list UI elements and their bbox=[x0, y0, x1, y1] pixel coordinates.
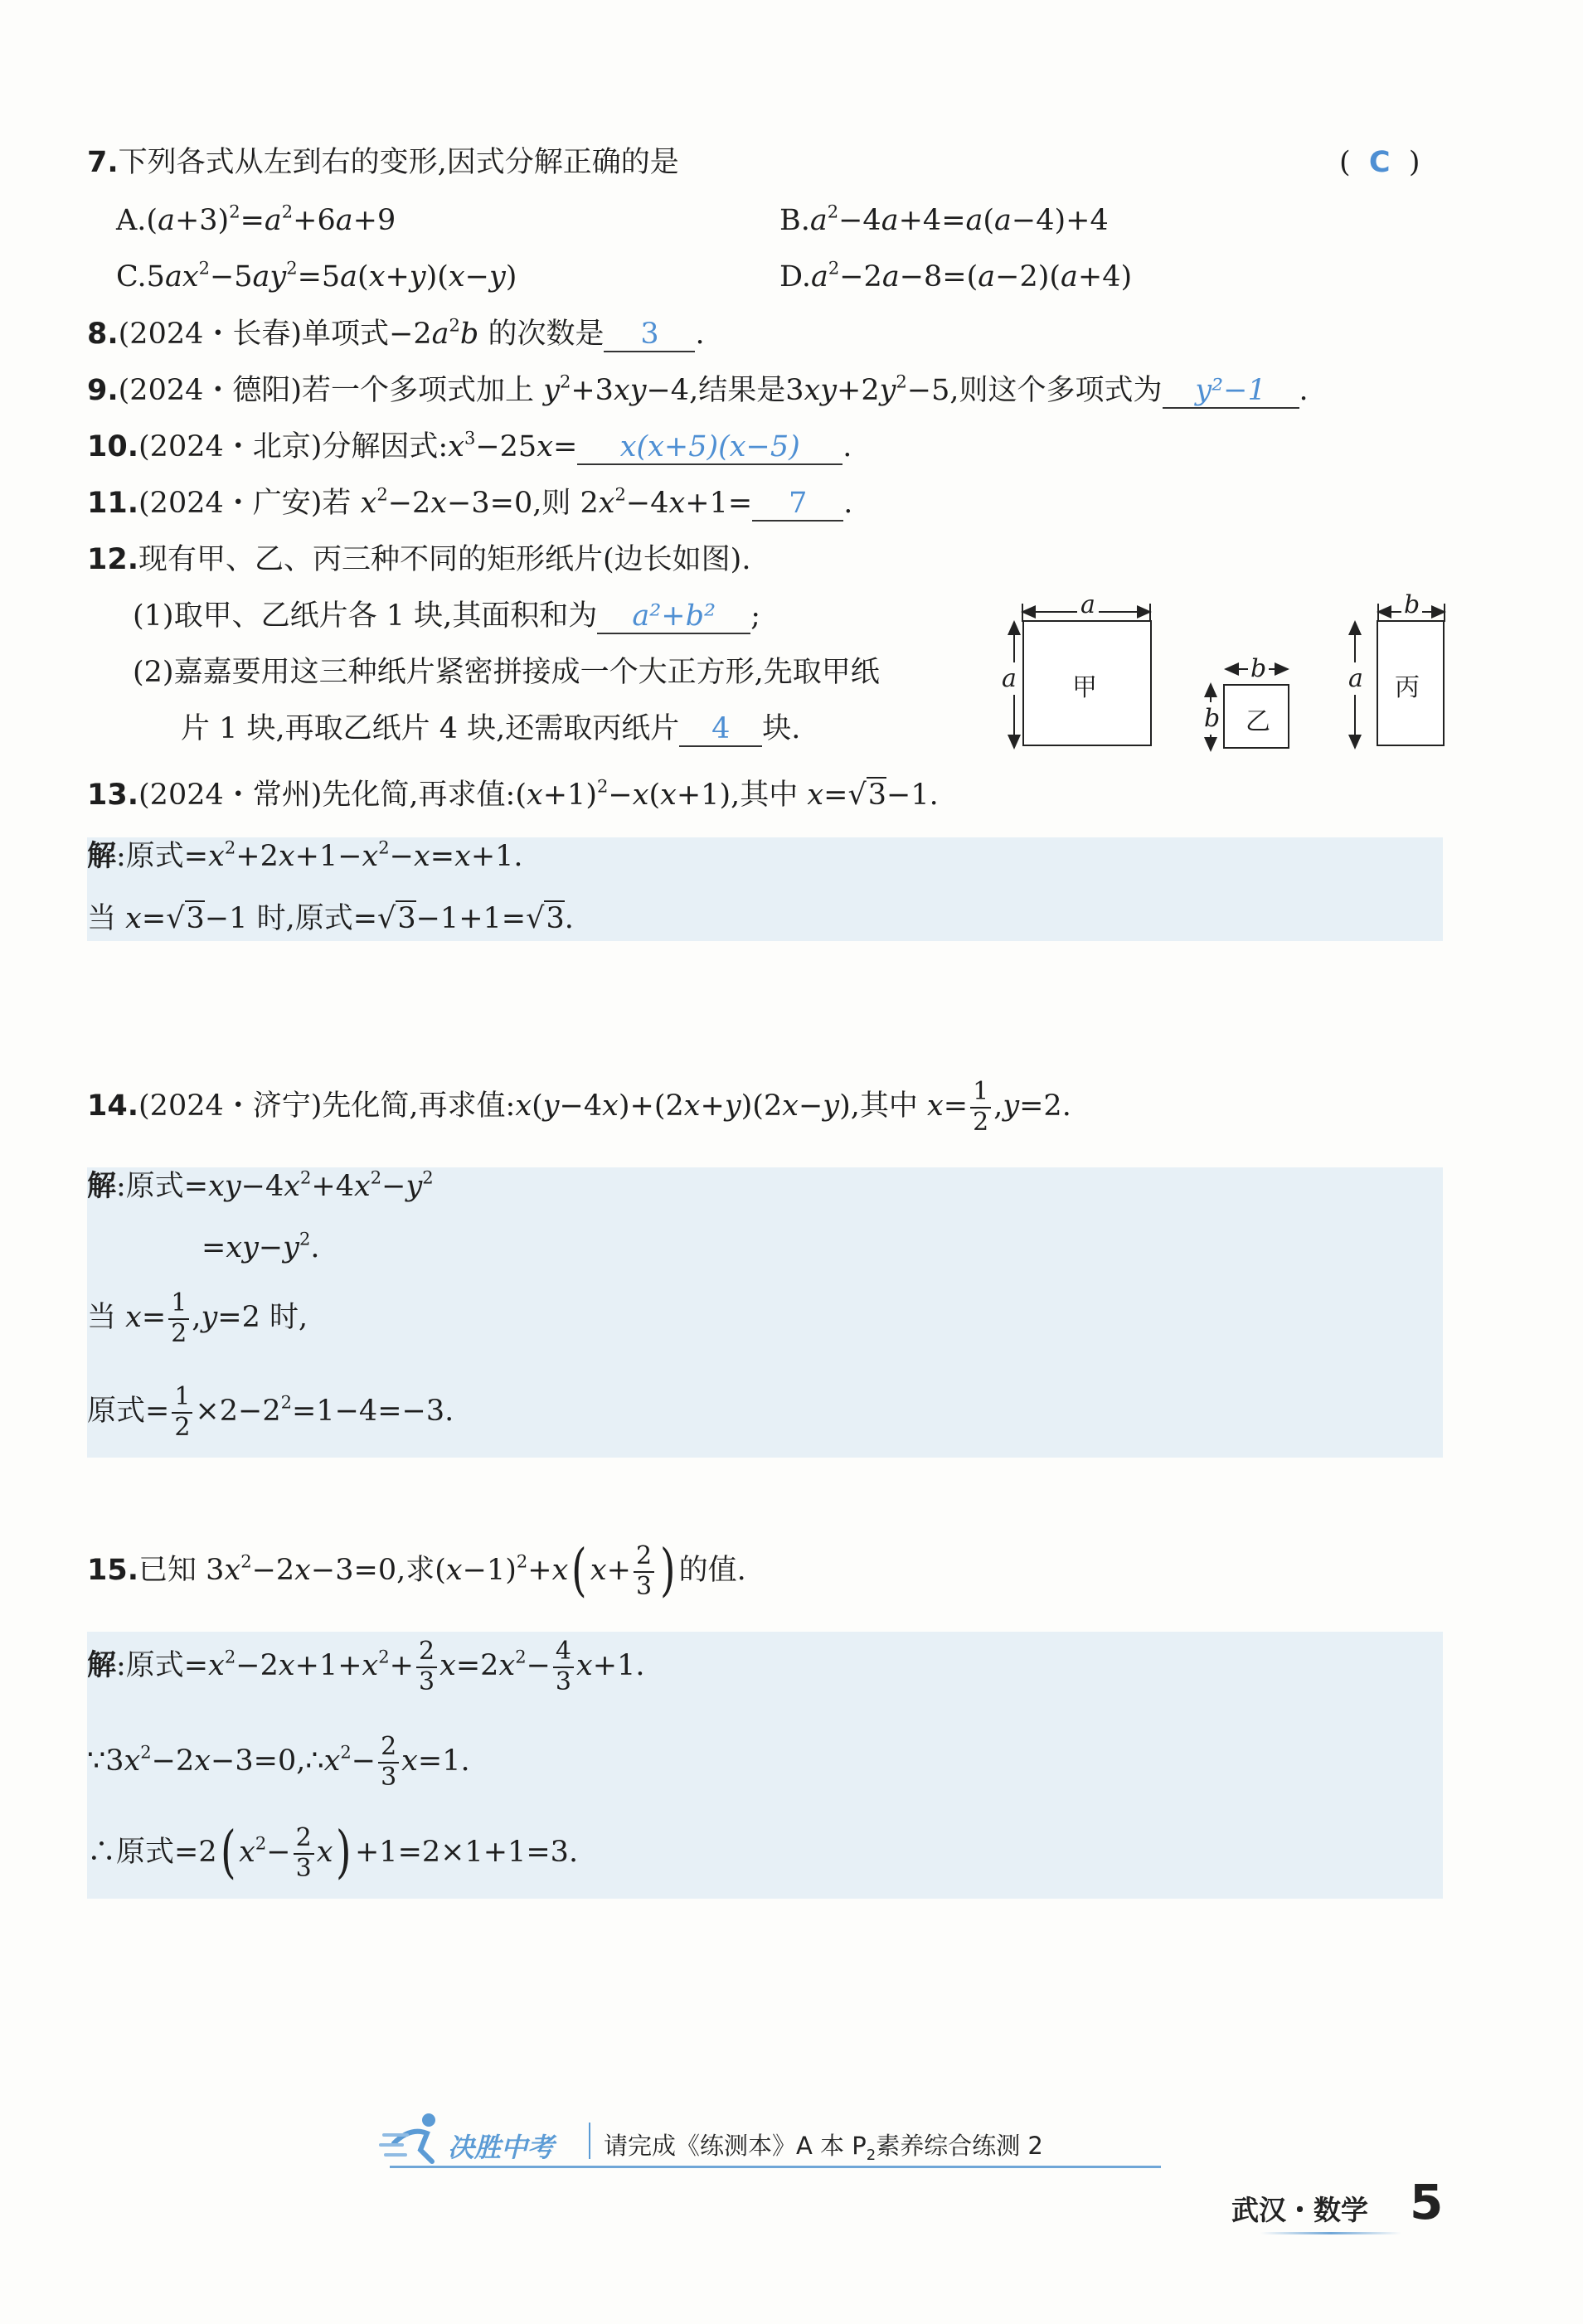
paper-jia-label: 甲 bbox=[1072, 673, 1097, 702]
q12-part2-answer-blank: 4 bbox=[679, 713, 762, 747]
q7-option-a: $A.(a+3)^2=a^2+6a+9$ bbox=[116, 201, 396, 237]
q7-option-c: $C.5ax^2-5ay^2=5a(x+y)(x-y)$ bbox=[116, 258, 517, 294]
q14-solution-line3: 当 x= $\frac{1}{2}$ ,y=2 时, bbox=[87, 1288, 308, 1348]
bing-side-top: b bbox=[1401, 590, 1422, 619]
q13-solution-line2: 当 x=√3−1 时,原式=√3−1+1=√3. bbox=[87, 902, 574, 935]
paper-bing-label: 丙 bbox=[1395, 673, 1420, 702]
q12-part2-line1: (2)嘉嘉要用这三种纸片紧密拼接成一个大正方形,先取甲纸 bbox=[133, 656, 880, 689]
q14-solution-line2: $=xy-y^2$. bbox=[202, 1229, 320, 1264]
footer-subject-underline bbox=[1260, 2232, 1401, 2234]
runner-logo-icon bbox=[377, 2110, 452, 2168]
q9: 9.(2024・德阳)若一个多项式加上 $y^2+3xy-4$,结果是$3xy+2y^2-5$,则这个多项式为 y²−1 . bbox=[87, 371, 1309, 407]
q8-answer-blank: 3 bbox=[604, 318, 695, 352]
q10: 10.(2024・北京)分解因式$:x^3-25x= x(x+5)(x-5)$ . bbox=[87, 428, 852, 463]
footer-logo-text: 决胜中考 bbox=[448, 2132, 555, 2163]
q14-stem: 14.(2024・济宁)先化简,再求值:x(y−4x)+(2x+y)(2x−y),其中 x= $\frac{1}{2}$ ,y=2. bbox=[87, 1077, 1071, 1137]
footer-divider bbox=[589, 2123, 590, 2159]
footer-subject: 武汉・数学 bbox=[1231, 2194, 1368, 2226]
q12-stem: 12.现有甲、乙、丙三种不同的矩形纸片(边长如图). bbox=[87, 543, 751, 576]
q15-solution-line1: 解:原式$=x^2-2x+1+x^2+$ $\frac{2}{3}$ $x=2x^2-$ $\frac{4}{3}$ x+1. bbox=[87, 1637, 645, 1696]
q15-solution-line2: $\because 3x^2-2x-3=0,\therefore x^2-$ $\frac{2}{3}$ x=1. bbox=[87, 1732, 470, 1792]
q10-answer-blank: x(x+5)(x−5) bbox=[577, 431, 842, 465]
q7-option-d: $D.a^2-2a-8=(a-2)(a+4)$ bbox=[779, 258, 1133, 294]
footer-text: 请完成《练测本》A 本 $P_2$素养综合练测 2 bbox=[604, 2132, 1043, 2164]
paper-yi-label: 乙 bbox=[1246, 707, 1270, 736]
q11-answer-blank: 7 bbox=[752, 488, 843, 522]
q11: 11.(2024・广安)若 $x^2-2x-3=0$,则 $2x^2-4x+1= 7$ . bbox=[87, 484, 853, 520]
q9-answer-blank: y²−1 bbox=[1163, 375, 1299, 409]
jia-side-top: a bbox=[1077, 590, 1099, 619]
q12-part1-answer-blank: a²+b² bbox=[597, 600, 750, 634]
jia-side-left: a bbox=[1002, 664, 1017, 693]
q15-solution-line3: ∴原式=2( $x^2-$ $\frac{2}{3}$ x) +1=2×1+1=3. bbox=[87, 1820, 579, 1885]
q7-stem: 7.下列各式从左到右的变形,因式分解正确的是 bbox=[87, 146, 679, 179]
q12-part2-line2: 片 1 块,再取乙纸片 4 块,还需取丙纸片 4 块. bbox=[181, 712, 801, 745]
bing-side-left: a bbox=[1348, 664, 1363, 693]
q8: 8.(2024・长春)单项式$-2a^2b$ 的次数是 3 . bbox=[87, 315, 705, 351]
q13-solution-line1: 解:原式$=x^2+2x+1-x^2-x=x+1$. bbox=[87, 837, 523, 873]
q14-solution-line4: 原式= $\frac{1}{2}$ $\times 2-2^2=1-4=-3$. bbox=[87, 1382, 454, 1442]
yi-side-left: b bbox=[1204, 704, 1221, 733]
footer-underline bbox=[390, 2166, 1161, 2168]
q7-option-b: $B.a^2-4a+4=a(a-4)+4$ bbox=[779, 201, 1109, 237]
q14-solution-line1: 解:原式$=xy-4x^2+4x^2-y^2$ bbox=[87, 1167, 434, 1203]
yi-side-top: b bbox=[1248, 654, 1269, 683]
page-number: 5 bbox=[1410, 2174, 1444, 2230]
q15-stem: 15.已知 $3x^2-2x-3=0$,求$(x-1)^2+x$( x+ $\frac{2}{3}$ ) 的值. bbox=[87, 1538, 746, 1604]
q7-answer: ( C ) bbox=[1339, 146, 1420, 179]
q12-part1: (1)取甲、乙纸片各 1 块,其面积和为 a²+b² ; bbox=[133, 599, 761, 633]
q13-stem: 13.(2024・常州)先化简,再求值$:(x+1)^2-x(x+1)$,其中 x=√3−1. bbox=[87, 776, 939, 812]
